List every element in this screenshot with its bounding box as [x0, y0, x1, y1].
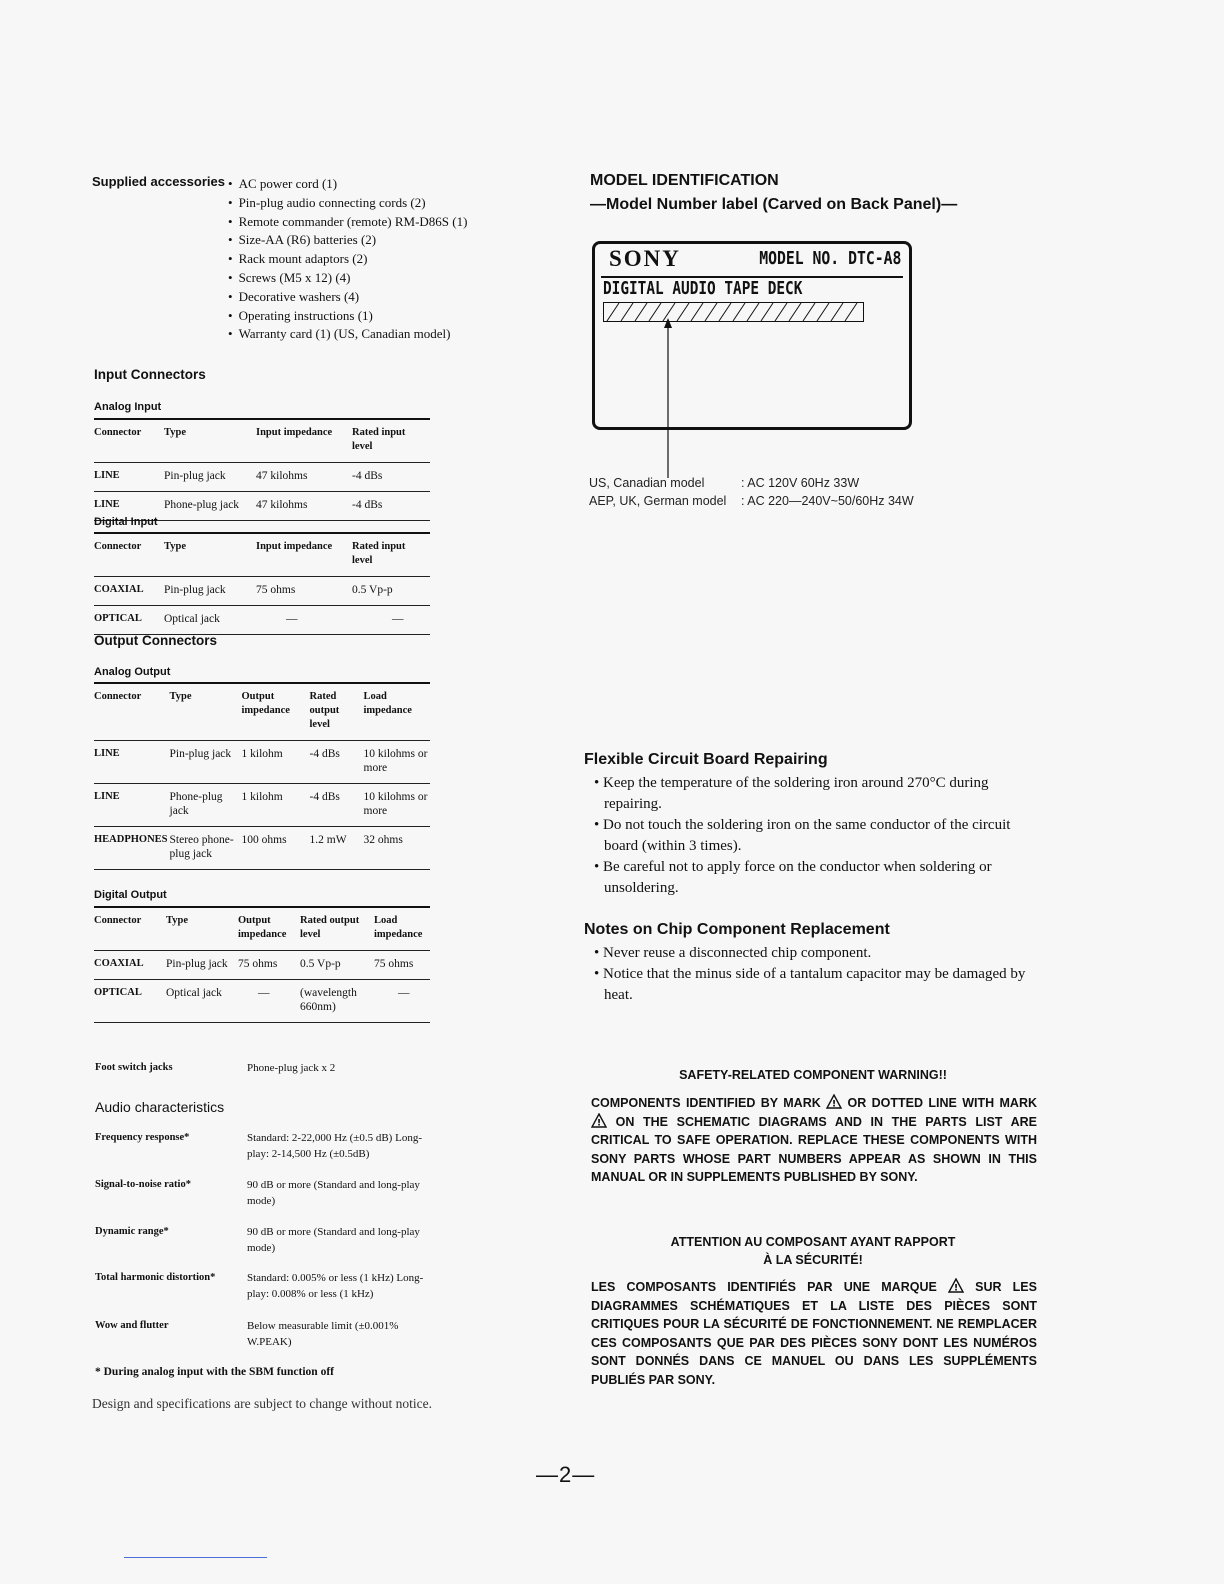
header-cell: Rated input level — [352, 419, 430, 463]
header-cell: Load impedance — [374, 907, 430, 951]
table-cell: Optical jack — [166, 980, 238, 1023]
table-header-row — [94, 533, 430, 577]
safety-en-post: ON THE SCHEMATIC DIAGRAMS AND IN THE PARTS LIST ARE CRITICAL TO SAFE OPERATION. REPLACE THESE COMPONENTS WITH SONY PARTS WHOSE PART NUMBERS APPEAR AS SHOWN IN THIS MANUAL OR IN SUPPLEMENTS PUBLISHED BY SONY. — [591, 1114, 1037, 1184]
input-connectors-title: Input Connectors — [94, 367, 206, 382]
table-cell: COAXIAL — [94, 951, 166, 980]
accessories-list — [228, 175, 467, 344]
table-row — [94, 980, 430, 1023]
safety-en-pre: COMPONENTS IDENTIFIED BY MARK — [591, 1096, 821, 1110]
header-cell: Connector — [94, 533, 164, 577]
header-cell: Load impedance — [364, 683, 430, 741]
list-item: • Never reuse a disconnected chip component. — [594, 945, 872, 961]
audio-row — [95, 1270, 435, 1306]
table-cell: Pin-plug jack — [166, 951, 238, 980]
audio-label: Wow and flutter — [95, 1320, 169, 1331]
table-cell: — — [374, 980, 430, 1023]
model-id-title: MODEL IDENTIFICATION — [590, 172, 779, 189]
product-name: DIGITAL AUDIO TAPE DECK — [603, 278, 803, 299]
safety-fr-text — [591, 1278, 1037, 1389]
table-cell: 10 kilohms or more — [364, 741, 430, 784]
power-row — [589, 474, 914, 492]
safety-fr-title-line: ATTENTION AU COMPOSANT AYANT RAPPORT — [670, 1235, 956, 1249]
table-cell: HEADPHONES — [94, 827, 170, 870]
output-connectors-title: Output Connectors — [94, 633, 217, 648]
list-item-text: Keep the temperature of the soldering iron around 270°C during repairing. — [603, 775, 989, 812]
warning-triangle-icon — [826, 1094, 842, 1109]
audio-row — [95, 1130, 435, 1166]
header-cell: Type — [164, 533, 256, 577]
safety-en-text — [591, 1094, 1037, 1187]
list-item: • Decorative washers (4) — [228, 288, 467, 307]
table-cell: -4 dBs — [352, 463, 430, 492]
header-cell: Input impedance — [256, 419, 352, 463]
table-cell: -4 dBs — [352, 492, 430, 521]
audio-footnote: * During analog input with the SBM function off — [95, 1366, 334, 1378]
safety-fr-post: SUR LES DIAGRAMMES SCHÉMATIQUES ET LA LISTE DES PIÈCES SONT CRITIQUES POUR LA SÉCURITÉ DE FONCTIONNEMENT. NE REMPLACER CES COMPOSANTS QUE PAR DES PIÈCES SONY DONT LES NUMÉROS SONT DONNÉS DANS CE MANUEL OU DANS LES SUPPLÉMENTS PUBLIÉS PAR SONY. — [591, 1280, 1037, 1387]
header-cell: Output impedance — [238, 907, 300, 951]
table-cell: -4 dBs — [310, 784, 364, 827]
table-cell: 1 kilohm — [242, 784, 310, 827]
accessories-label: Supplied accessories — [92, 174, 225, 189]
design-note: Design and specifications are subject to change without notice. — [92, 1396, 433, 1411]
table-row — [94, 827, 430, 870]
table-cell: Pin-plug jack — [170, 741, 242, 784]
model-number: MODEL NO. DTC-A8 — [758, 248, 901, 269]
model-id-subtitle: —Model Number label (Carved on Back Panel)— — [590, 196, 958, 213]
audio-value: 90 dB or more (Standard and long-play mode) — [247, 1226, 420, 1254]
table-row — [94, 784, 430, 827]
list-item: • Size-AA (R6) batteries (2) — [228, 231, 467, 250]
flex-repair-list — [588, 773, 1038, 899]
table-cell: 47 kilohms — [256, 492, 352, 521]
power-region: US, Canadian model — [589, 476, 705, 490]
audio-label: Signal-to-noise ratio* — [95, 1179, 191, 1190]
sony-logo: SONY — [609, 246, 681, 271]
audio-row — [95, 1318, 435, 1354]
table-row — [94, 577, 430, 606]
safety-en-mid: OR DOTTED LINE WITH MARK — [847, 1096, 1037, 1110]
table-cell: OPTICAL — [94, 606, 164, 635]
audio-label: Dynamic range* — [95, 1226, 169, 1237]
table-header-row — [94, 683, 430, 741]
table-cell: COAXIAL — [94, 577, 164, 606]
audio-row — [95, 1224, 435, 1260]
footer-rule — [124, 1557, 267, 1558]
audio-value: Standard: 0.005% or less (1 kHz) Long-play: 0.008% or less (1 kHz) — [247, 1272, 424, 1300]
list-item: • AC power cord (1) — [228, 175, 467, 194]
table-cell: Pin-plug jack — [164, 577, 256, 606]
power-region: AEP, UK, German model — [589, 494, 727, 508]
table-cell: 10 kilohms or more — [364, 784, 430, 827]
safety-fr-pre: LES COMPOSANTS IDENTIFIÉS PAR UNE MARQUE — [591, 1280, 937, 1294]
table-row — [94, 463, 430, 492]
audio-row — [95, 1177, 435, 1213]
digital-output-table — [94, 906, 430, 1023]
table-cell: 0.5 Vp-p — [300, 951, 374, 980]
list-item-text: Do not touch the soldering iron on the same conductor of the circuit board (within 3 times). — [603, 817, 1011, 854]
list-item-text: Never reuse a disconnected chip component. — [603, 945, 872, 961]
list-item: • Screws (M5 x 12) (4) — [228, 269, 467, 288]
model-label-panel — [592, 241, 912, 430]
table-cell: LINE — [94, 492, 164, 521]
flex-repair-title: Flexible Circuit Board Repairing — [584, 751, 828, 768]
table-cell: Optical jack — [164, 606, 256, 635]
table-cell: 47 kilohms — [256, 463, 352, 492]
table-cell: 75 ohms — [238, 951, 300, 980]
safety-en-title: SAFETY-RELATED COMPONENT WARNING!! — [679, 1068, 947, 1082]
table-cell: LINE — [94, 463, 164, 492]
table-header-row — [94, 419, 430, 463]
header-cell: Type — [166, 907, 238, 951]
svg-text:!: ! — [953, 1283, 959, 1293]
serial-hatch-area — [603, 302, 865, 322]
list-item: • Operating instructions (1) — [228, 307, 467, 326]
warning-triangle-icon — [591, 1113, 607, 1128]
table-cell: 1.2 mW — [310, 827, 364, 870]
table-cell: 32 ohms — [364, 827, 430, 870]
safety-fr-title-line: À LA SÉCURITÉ! — [763, 1253, 863, 1267]
table-row — [94, 606, 430, 635]
list-item: • Be careful not to apply force on the conductor when soldering or unsoldering. — [594, 859, 992, 896]
table-cell: Phone-plug jack — [170, 784, 242, 827]
pointer-line — [660, 318, 676, 480]
power-row — [589, 492, 914, 510]
list-item: • Notice that the minus side of a tantalum capacitor may be damaged by heat. — [594, 966, 1026, 1003]
safety-fr-title — [590, 1233, 1036, 1269]
table-cell: Phone-plug jack — [164, 492, 256, 521]
analog-input-title: Analog Input — [94, 401, 162, 413]
list-item: • Rack mount adaptors (2) — [228, 250, 467, 269]
header-cell: Connector — [94, 683, 170, 741]
analog-input-table — [94, 418, 430, 521]
header-cell: Type — [164, 419, 256, 463]
power-spec: : AC 220—240V~50/60Hz 34W — [741, 494, 914, 508]
table-cell: 75 ohms — [374, 951, 430, 980]
digital-output-title: Digital Output — [94, 889, 167, 901]
table-cell: — — [238, 980, 300, 1023]
header-cell: Input impedance — [256, 533, 352, 577]
foot-switch-row — [95, 1060, 435, 1080]
list-item: • Keep the temperature of the soldering iron around 270°C during repairing. — [594, 775, 989, 812]
table-cell: Stereo phone-plug jack — [170, 827, 242, 870]
svg-text:!: ! — [832, 1099, 837, 1109]
table-row — [94, 741, 430, 784]
warning-triangle-icon — [948, 1278, 964, 1293]
table-cell: 0.5 Vp-p — [352, 577, 430, 606]
header-cell: Connector — [94, 907, 166, 951]
header-cell: Rated input level — [352, 533, 430, 577]
header-cell: Rated output level — [310, 683, 364, 741]
analog-output-table — [94, 682, 430, 870]
page-number: —2— — [536, 1462, 596, 1487]
audio-label: Total harmonic distortion* — [95, 1272, 216, 1283]
analog-output-title: Analog Output — [94, 666, 171, 678]
table-cell: — — [352, 606, 430, 635]
table-cell: — — [256, 606, 352, 635]
header-cell: Connector — [94, 419, 164, 463]
power-specs — [589, 474, 914, 510]
table-cell: Pin-plug jack — [164, 463, 256, 492]
list-item: • Warranty card (1) (US, Canadian model) — [228, 325, 467, 344]
table-cell: 100 ohms — [242, 827, 310, 870]
header-cell: Rated output level — [300, 907, 374, 951]
audio-value: Standard: 2-22,000 Hz (±0.5 dB) Long-play: 2-14,500 Hz (±0.5dB) — [247, 1132, 422, 1160]
digital-input-table — [94, 532, 430, 635]
list-item: • Pin-plug audio connecting cords (2) — [228, 194, 467, 213]
power-spec: : AC 120V 60Hz 33W — [741, 476, 860, 490]
foot-switch-label: Foot switch jacks — [95, 1062, 173, 1073]
table-cell: OPTICAL — [94, 980, 166, 1023]
table-cell: 75 ohms — [256, 577, 352, 606]
header-cell: Type — [170, 683, 242, 741]
header-cell: Output impedance — [242, 683, 310, 741]
svg-text:!: ! — [596, 1118, 602, 1128]
audio-title: Audio characteristics — [95, 1099, 225, 1115]
chip-notes-list — [588, 943, 1038, 1006]
table-header-row — [94, 907, 430, 951]
foot-switch-value: Phone-plug jack x 2 — [247, 1062, 336, 1074]
digital-input-title: Digital Input — [94, 516, 158, 528]
audio-value: Below measurable limit (±0.001% W.PEAK) — [247, 1320, 399, 1348]
list-item: • Remote commander (remote) RM-D86S (1) — [228, 213, 467, 232]
table-cell: 1 kilohm — [242, 741, 310, 784]
audio-value: 90 dB or more (Standard and long-play mode) — [247, 1179, 420, 1207]
table-cell: -4 dBs — [310, 741, 364, 784]
table-row — [94, 951, 430, 980]
table-cell: LINE — [94, 741, 170, 784]
list-item-text: Be careful not to apply force on the conductor when soldering or unsoldering. — [603, 859, 992, 896]
table-cell: (wavelength 660nm) — [300, 980, 374, 1023]
list-item-text: Notice that the minus side of a tantalum capacitor may be damaged by heat. — [603, 966, 1026, 1003]
audio-label: Frequency response* — [95, 1132, 190, 1143]
table-cell: LINE — [94, 784, 170, 827]
list-item: • Do not touch the soldering iron on the same conductor of the circuit board (within 3 times). — [594, 817, 1011, 854]
chip-notes-title: Notes on Chip Component Replacement — [584, 921, 890, 938]
